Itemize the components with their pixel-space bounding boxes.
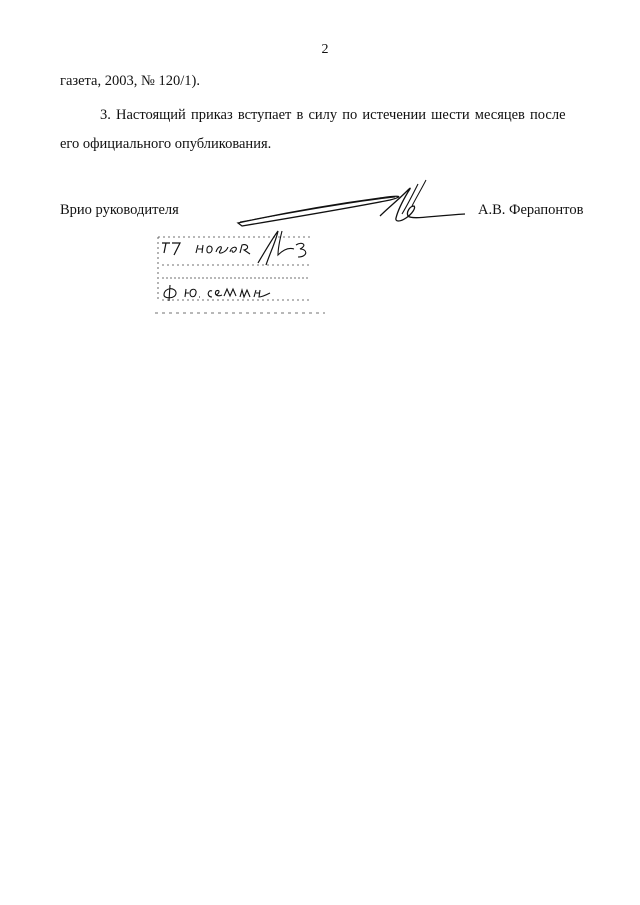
signer-name: А.В. Ферапонтов: [478, 202, 584, 218]
signer-role: Врио руководителя: [60, 202, 179, 218]
approval-stamp: [150, 225, 330, 320]
body-text-line-2: 3. Настоящий приказ вступает в силу по истечении шести месяцев после: [100, 107, 566, 123]
body-text-line-1: газета, 2003, № 120/1).: [60, 73, 200, 89]
body-text-line-3: его официального опубликования.: [60, 136, 272, 152]
page-number: 2: [321, 42, 329, 57]
